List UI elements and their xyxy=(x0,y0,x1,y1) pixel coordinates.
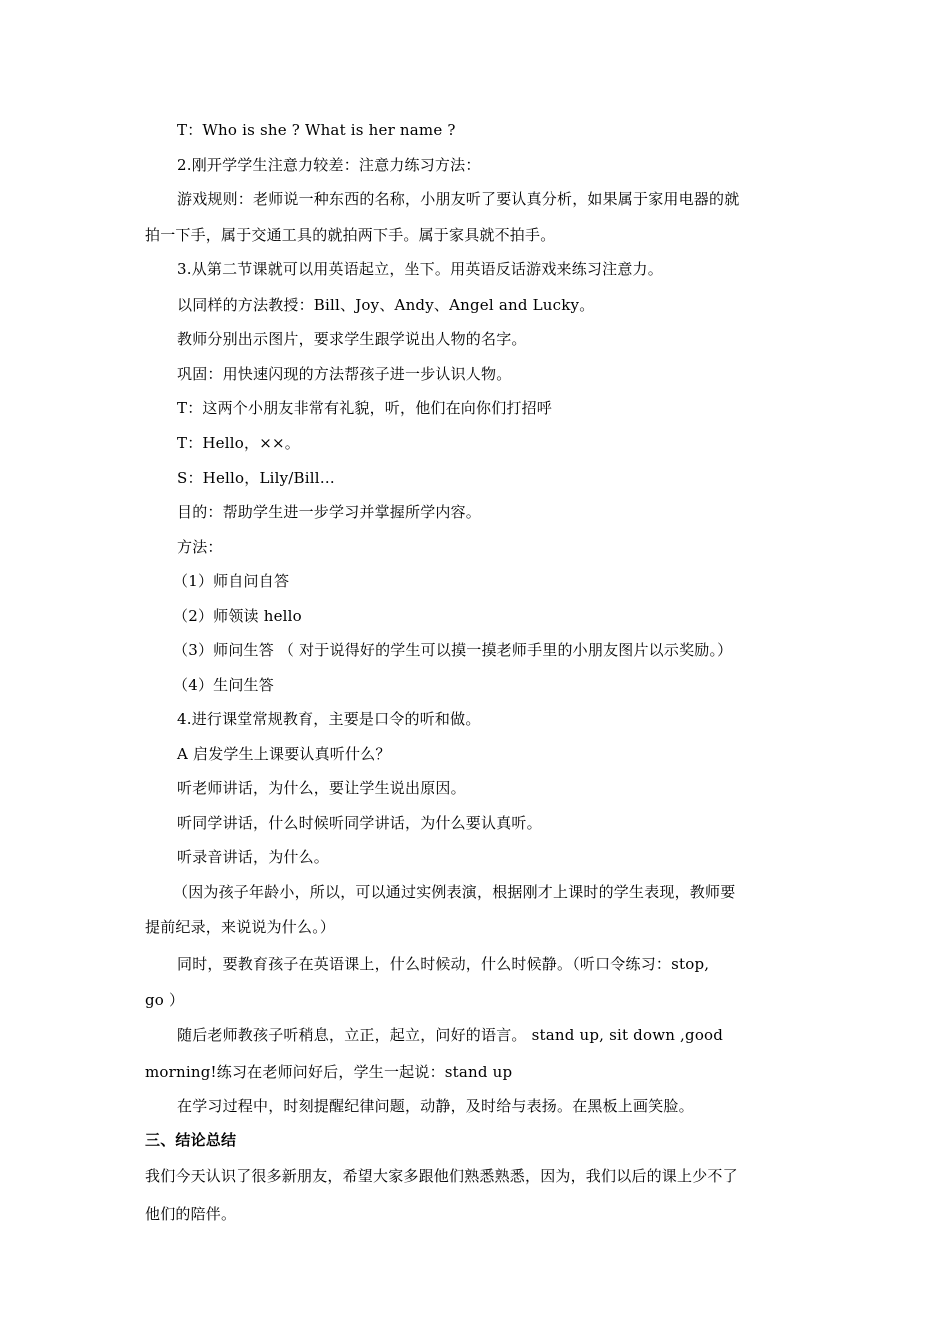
list-item: （4）生问生答 xyxy=(173,676,274,694)
paragraph-line: 教师分别出示图片，要求学生跟学说出人物的名字。 xyxy=(177,330,527,348)
paragraph-line: 随后老师教孩子听稍息，立正，起立，问好的语言。 stand up, sit down ,good xyxy=(177,1026,724,1044)
paragraph-line: 方法： xyxy=(177,538,223,556)
paragraph-line: 听老师讲话，为什么，要让学生说出原因。 xyxy=(177,779,466,797)
paragraph-line: 听录音讲话，为什么。 xyxy=(177,848,330,866)
conclusion-line: 我们今天认识了很多新朋友，希望大家多跟他们熟悉熟悉，因为，我们以后的课上少不了 xyxy=(145,1167,738,1185)
paragraph-line: 目的：帮助学生进一步学习并掌握所学内容。 xyxy=(177,503,482,521)
dialog-line: T：Who is she ? What is her name ? xyxy=(177,121,456,139)
section-heading: 三、结论总结 xyxy=(145,1131,237,1149)
paragraph-line: （因为孩子年龄小，所以，可以通过实例表演，根据刚才上课时的学生表现，教师要 xyxy=(173,883,736,901)
paragraph-line: 拍一下手，属于交通工具的就拍两下手。属于家具就不拍手。 xyxy=(145,226,556,244)
list-item: （3）师问生答 （ 对于说得好的学生可以摸一摸老师手里的小朋友图片以示奖励。） xyxy=(173,641,733,659)
dialog-line: T：Hello，××。 xyxy=(177,434,300,452)
paragraph-line: 同时，要教育孩子在英语课上，什么时候动，什么时候静。（听口令练习：stop, xyxy=(177,955,710,973)
paragraph-line: go ） xyxy=(145,991,185,1009)
paragraph-line: 以同样的方法教授：Bill、Joy、Andy、Angel and Lucky。 xyxy=(177,296,595,314)
dialog-line: S：Hello，Lily/Bill… xyxy=(177,469,335,487)
paragraph-line: 游戏规则：老师说一种东西的名称，小朋友听了要认真分析，如果属于家用电器的就 xyxy=(177,190,740,208)
dialog-line: T：这两个小朋友非常有礼貌，听，他们在向你们打招呼 xyxy=(177,399,553,417)
paragraph-line: 3.从第二节课就可以用英语起立，坐下。用英语反话游戏来练习注意力。 xyxy=(177,260,663,278)
paragraph-line: 提前纪录，来说说为什么。） xyxy=(145,918,336,936)
list-item: （1）师自问自答 xyxy=(173,572,290,590)
paragraph-line: 4.进行课堂常规教育，主要是口令的听和做。 xyxy=(177,710,481,728)
paragraph-line: 巩固：用快速闪现的方法帮孩子进一步认识人物。 xyxy=(177,365,512,383)
conclusion-line: 他们的陪伴。 xyxy=(145,1205,237,1223)
list-item: （2）师领读 hello xyxy=(173,607,302,625)
paragraph-line: morning!练习在老师问好后，学生一起说：stand up xyxy=(145,1063,513,1081)
paragraph-line: 听同学讲话，什么时候听同学讲话，为什么要认真听。 xyxy=(177,814,542,832)
paragraph-line: 在学习过程中，时刻提醒纪律问题，动静，及时给与表扬。在黑板上画笑脸。 xyxy=(177,1097,694,1115)
paragraph-line: A 启发学生上课要认真听什么？ xyxy=(177,745,391,763)
paragraph-line: 2.刚开学学生注意力较差：注意力练习方法： xyxy=(177,156,481,174)
